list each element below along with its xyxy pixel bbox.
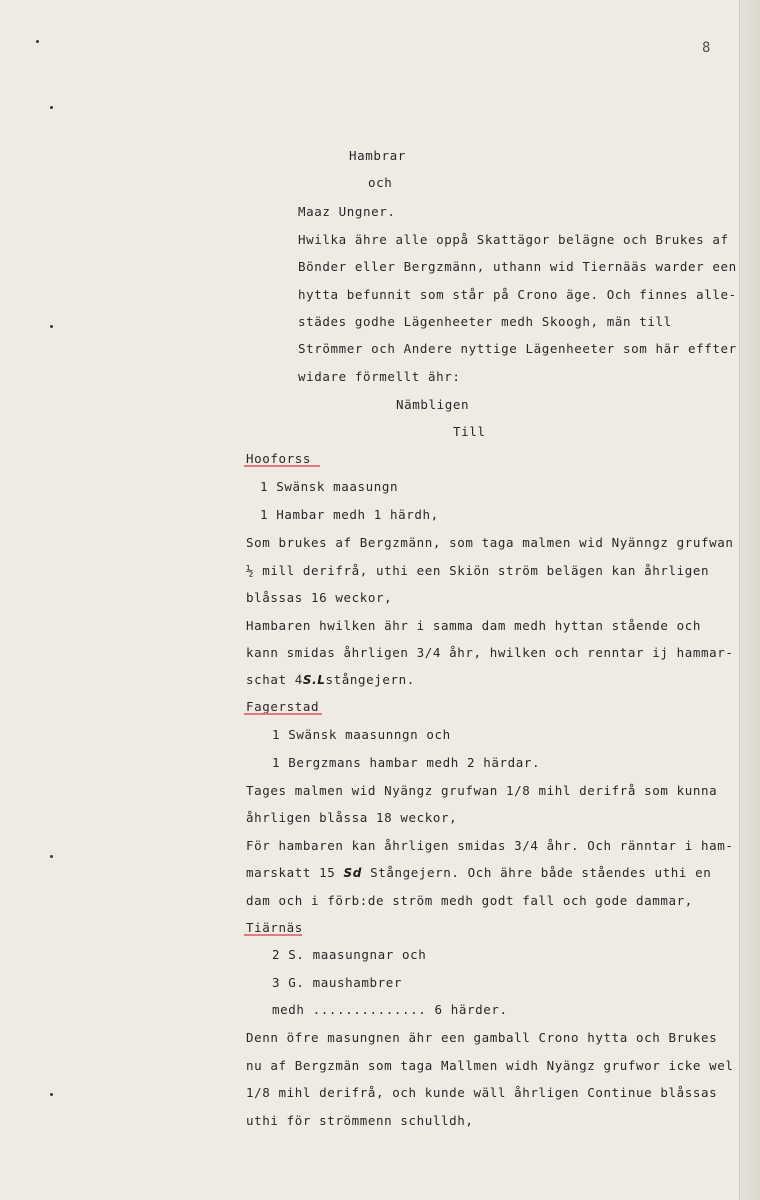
page-number: 8 bbox=[702, 40, 711, 56]
item-line: 1 Hambar medh 1 härdh, bbox=[260, 507, 439, 522]
red-underline bbox=[244, 934, 302, 936]
page-edge bbox=[739, 0, 760, 1200]
intro-line: Hwilka ähre alle oppå Skattägor belägne och Brukes af bbox=[298, 232, 729, 247]
namligen-label: Nämbligen bbox=[396, 397, 470, 412]
body-line: nu af Bergzmän som taga Mallmen widh Nyängz grufwor icke wel bbox=[246, 1058, 734, 1073]
item-line: 1 Bergzmans hambar medh 2 härdar. bbox=[272, 755, 541, 770]
body-line: Som brukes af Bergzmänn, som taga malmen wid Nyänngz grufwan bbox=[246, 535, 734, 550]
item-line: 1 Swänsk maasunngn och bbox=[272, 727, 451, 742]
punch-mark bbox=[50, 106, 53, 109]
body-line: åhrligen blåssa 18 weckor, bbox=[246, 810, 458, 825]
intro-line: widare förmellt ähr: bbox=[298, 369, 461, 384]
title-hambrar: Hambrar bbox=[349, 148, 406, 163]
body-line: kann smidas åhrligen 3/4 åhr, hwilken och renntar ij hammar- bbox=[246, 645, 734, 660]
body-line: 1/8 mihl derifrå, och kunde wäll åhrligen Continue blåssas bbox=[246, 1085, 718, 1100]
text-fragment: Stångejern. Och ähre både ståendes uthi en bbox=[361, 865, 712, 880]
intro-line: städes godhe Lägenheeter medh Skoogh, män till bbox=[298, 314, 672, 329]
body-line bbox=[246, 672, 415, 688]
item-line: 1 Swänsk maasungn bbox=[260, 479, 399, 494]
body-line: uthi för strömmenn schulldh, bbox=[246, 1113, 474, 1128]
till-label: Till bbox=[453, 424, 486, 439]
intro-line: Strömmer och Andere nyttige Lägenheeter som här effter bbox=[298, 341, 737, 356]
body-line: ½ mill derifrå, uthi een Skiön ström belägen kan åhrligen bbox=[246, 563, 710, 578]
item-line: 3 G. maushambrer bbox=[272, 975, 403, 990]
body-line: dam och i förb:de ström medh godt fall och gode dammar, bbox=[246, 893, 693, 908]
body-line: blåssas 16 weckor, bbox=[246, 590, 393, 605]
punch-mark bbox=[50, 855, 53, 858]
body-line: För hambaren kan åhrligen smidas 3/4 åhr. Och ränntar i ham- bbox=[246, 838, 734, 853]
body-line bbox=[246, 865, 711, 881]
red-underline bbox=[244, 465, 320, 467]
intro-line: Bönder eller Bergzmänn, uthann wid Tiernääs warder een bbox=[298, 259, 737, 274]
red-underline bbox=[244, 713, 322, 715]
title-maaz-ungner: Maaz Ungner. bbox=[298, 204, 396, 219]
text-fragment: schat 4 bbox=[246, 672, 303, 687]
text-fragment: marskatt 15 bbox=[246, 865, 344, 880]
handwritten-correction: Sd bbox=[343, 866, 362, 880]
section-heading-hooforss: Hooforss bbox=[246, 451, 312, 466]
section-heading-fagerstad: Fagerstad bbox=[246, 699, 320, 714]
body-line: Hambaren hwilken ähr i samma dam medh hyttan stående och bbox=[246, 618, 702, 633]
punch-mark bbox=[36, 40, 39, 43]
punch-mark bbox=[50, 1093, 53, 1096]
section-heading-tiarnas: Tiärnäs bbox=[246, 920, 303, 935]
text-fragment: stångejern. bbox=[325, 672, 415, 687]
body-line: Tages malmen wid Nyängz grufwan 1/8 mihl derifrå som kunna bbox=[246, 783, 718, 798]
title-och: och bbox=[368, 175, 393, 190]
item-line: medh .............. 6 härder. bbox=[272, 1002, 508, 1017]
punch-mark bbox=[50, 325, 53, 328]
body-line: Denn öfre masungnen ähr een gamball Crono hytta och Brukes bbox=[246, 1030, 718, 1045]
intro-line: hytta befunnit som står på Crono äge. Och finnes alle- bbox=[298, 287, 737, 302]
item-line: 2 S. maasungnar och bbox=[272, 947, 427, 962]
handwritten-correction: S.L bbox=[302, 673, 326, 687]
